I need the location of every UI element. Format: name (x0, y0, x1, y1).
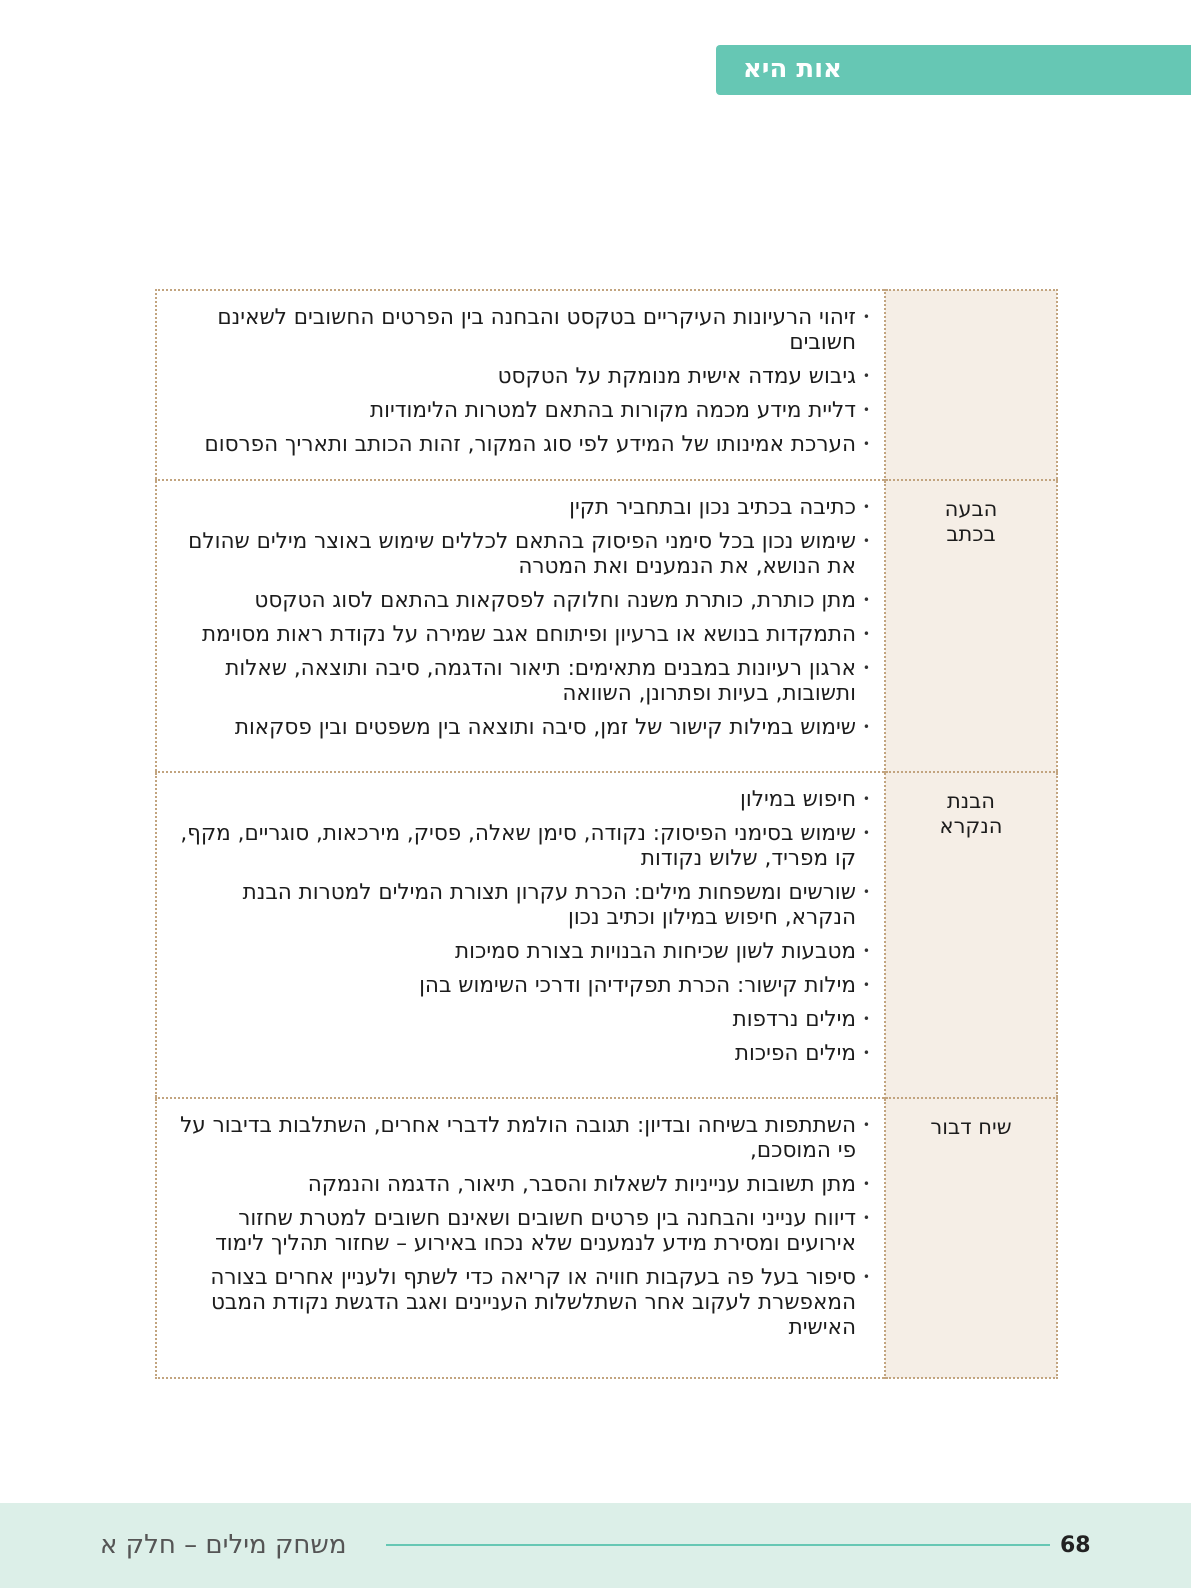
list-item: • מטבעות לשון שכיחות הבנויות בצורת סמיכות (167, 939, 870, 964)
table-row (156, 1098, 1057, 1378)
list-item: • סיפור בעל פה בעקבות חוויה או קריאה כדי לשתף ולעניין אחרים בצורה המאפשרת לעקוב אחר השתלשלות העניינים ואגב הדגשת נקודת המבט האישית (167, 1265, 870, 1340)
list-item: • מתן כותרת, כותרת משנה וחלוקה לפסקאות בהתאם לסוג הטקסט (167, 588, 870, 613)
list-item: • זיהוי הרעיונות העיקריים בטקסט והבחנה בין הפרטים החשובים לשאינם חשובים (167, 305, 870, 355)
list-item: • מילים הפיכות (167, 1041, 870, 1066)
section-header-label: אות היא (742, 54, 842, 84)
item-list (157, 1099, 884, 1359)
list-item: • שורשים ומשפחות מילים: הכרת עקרון תצורת המילים למטרות הבנת הנקרא, חיפוש במילון וכתיב נכון (167, 880, 870, 930)
list-item: • חיפוש במילון (167, 787, 870, 812)
list-item: • ארגון רעיונות במבנים מתאימים: תיאור והדגמה, סיבה ותוצאה, שאלות ותשובות, בעיות ופתרונן, השוואה (167, 656, 870, 706)
items-cell (156, 480, 885, 772)
category-cell (885, 290, 1057, 480)
list-item: • שימוש בסימני הפיסוק: נקודה, סימן שאלה, פסיק, מירכאות, סוגריים, מקף, קו מפריד, שלוש נקודות (167, 821, 870, 871)
list-item: • הערכת אמינותו של המידע לפי סוג המקור, זהות הכותב ותאריך הפרסום (167, 432, 870, 457)
list-item: • כתיבה בכתיב נכון ובתחביר תקין (167, 495, 870, 520)
items-cell (156, 772, 885, 1098)
list-item: • התמקדות בנושא או ברעיון ופיתוחם אגב שמירה על נקודת ראות מסוימת (167, 622, 870, 647)
category-cell (885, 1098, 1057, 1378)
category-cell (885, 480, 1057, 772)
table-row (156, 480, 1057, 772)
page-number: 68 (1060, 1533, 1091, 1558)
item-list (157, 291, 884, 476)
book-title: משחק מילים – חלק א (100, 1530, 347, 1560)
section-header-tab (716, 45, 1191, 95)
list-item: • דליית מידע מכמה מקורות בהתאם למטרות הלימודיות (167, 398, 870, 423)
item-list (157, 773, 884, 1085)
category-label: הבנת הנקרא (939, 789, 1003, 838)
footer-divider (386, 1544, 1050, 1546)
category-label: שיח דבור (930, 1115, 1012, 1139)
list-item: • דיווח ענייני והבחנה בין פרטים חשובים ושאינם חשובים למטרת שחזור אירועים ומסירת מידע לנמענים שלא נכחו באירוע – שחזור תהליך לימוד (167, 1206, 870, 1256)
item-list (157, 481, 884, 759)
list-item: • גיבוש עמדה אישית מנומקת על הטקסט (167, 364, 870, 389)
table-row (156, 290, 1057, 480)
curriculum-table (155, 289, 1058, 1379)
table-row (156, 772, 1057, 1098)
list-item: • מילות קישור: הכרת תפקידיהן ודרכי השימוש בהן (167, 973, 870, 998)
list-item: • שימוש במילות קישור של זמן, סיבה ותוצאה בין משפטים ובין פסקאות (167, 715, 870, 740)
items-cell (156, 1098, 885, 1378)
category-cell (885, 772, 1057, 1098)
list-item: • מילים נרדפות (167, 1007, 870, 1032)
items-cell (156, 290, 885, 480)
list-item: • השתתפות בשיחה ובדיון: תגובה הולמת לדברי אחרים, השתלבות בדיבור על פי המוסכם, (167, 1113, 870, 1163)
list-item: • מתן תשובות ענייניות לשאלות והסבר, תיאור, הדגמה והנמקה (167, 1172, 870, 1197)
list-item: • שימוש נכון בכל סימני הפיסוק בהתאם לכללים שימוש באוצר מילים שהולם את הנושא, את הנמענים ואת המטרה (167, 529, 870, 579)
category-label: הבעה בכתב (944, 497, 998, 546)
